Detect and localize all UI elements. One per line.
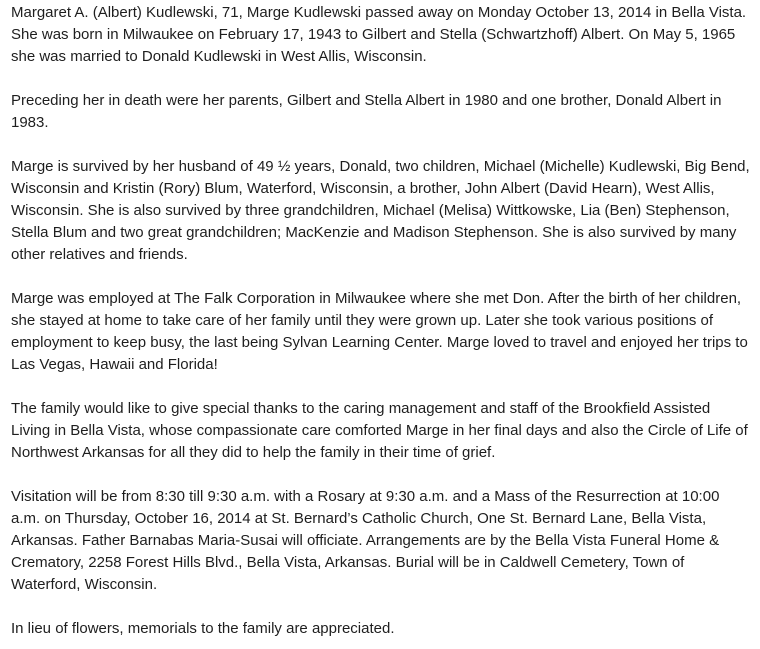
paragraph-memorials: In lieu of flowers, memorials to the family are appreciated. (11, 620, 395, 637)
paragraph-services: Visitation will be from 8:30 till 9:30 a.m. with a Rosary at 9:30 a.m. and a Mass of the Resurrection at 10:00 a.m. on Thursday, October 16, 2014 at St. Bernard’s Catholic Church, One St. Bernard Lane, Bella Vista, Arkansas. Father Barnabas Maria-Susai will officiate. Arrangements are by the Bella Vista Funeral Home & Crematory, 2258 Forest Hills Blvd., Bella Vista, Arkansas. Burial will be in Caldwell Cemetery, Town of Waterford, Wisconsin. (11, 488, 720, 593)
paragraph-survived-by: Marge is survived by her husband of 49 ½ years, Donald, two children, Michael (Michelle) Kudlewski, Big Bend, Wisconsin and Kristin (Rory) Blum, Waterford, Wisconsin, a brother, John Albert (David Hearn), West Allis, Wisconsin. She is also survived by three grandchildren, Michael (Melisa) Wittkowske, Lia (Ben) Stephenson, Stella Blum and two great grandchildren; MacKenzie and Madison Stephenson. She is also survived by many other relatives and friends. (11, 158, 750, 263)
paragraph-intro: Margaret A. (Albert) Kudlewski, 71, Marge Kudlewski passed away on Monday October 13, 2014 in Bella Vista. She was born in Milwaukee on February 17, 1943 to Gilbert and Stella (Schwartzhoff) Albert. On May 5, 1965 she was married to Donald Kudlewski in West Allis, Wisconsin. (11, 4, 747, 65)
paragraph-employment: Marge was employed at The Falk Corporation in Milwaukee where she met Don. After the birth of her children, she stayed at home to take care of her family until they were grown up. Later she took various positions of employment to keep busy, the last being Sylvan Learning Center. Marge loved to travel and enjoyed her trips to Las Vegas, Hawaii and Florida! (11, 290, 748, 373)
paragraph-thanks: The family would like to give special thanks to the caring management and staff of the Brookfield Assisted Living in Bella Vista, whose compassionate care comforted Marge in her final days and also the Circle of Life of Northwest Arkansas for all they did to help the family in their time of grief. (11, 400, 748, 461)
paragraph-preceded-in-death: Preceding her in death were her parents, Gilbert and Stella Albert in 1980 and one brother, Donald Albert in 1983. (11, 92, 722, 131)
